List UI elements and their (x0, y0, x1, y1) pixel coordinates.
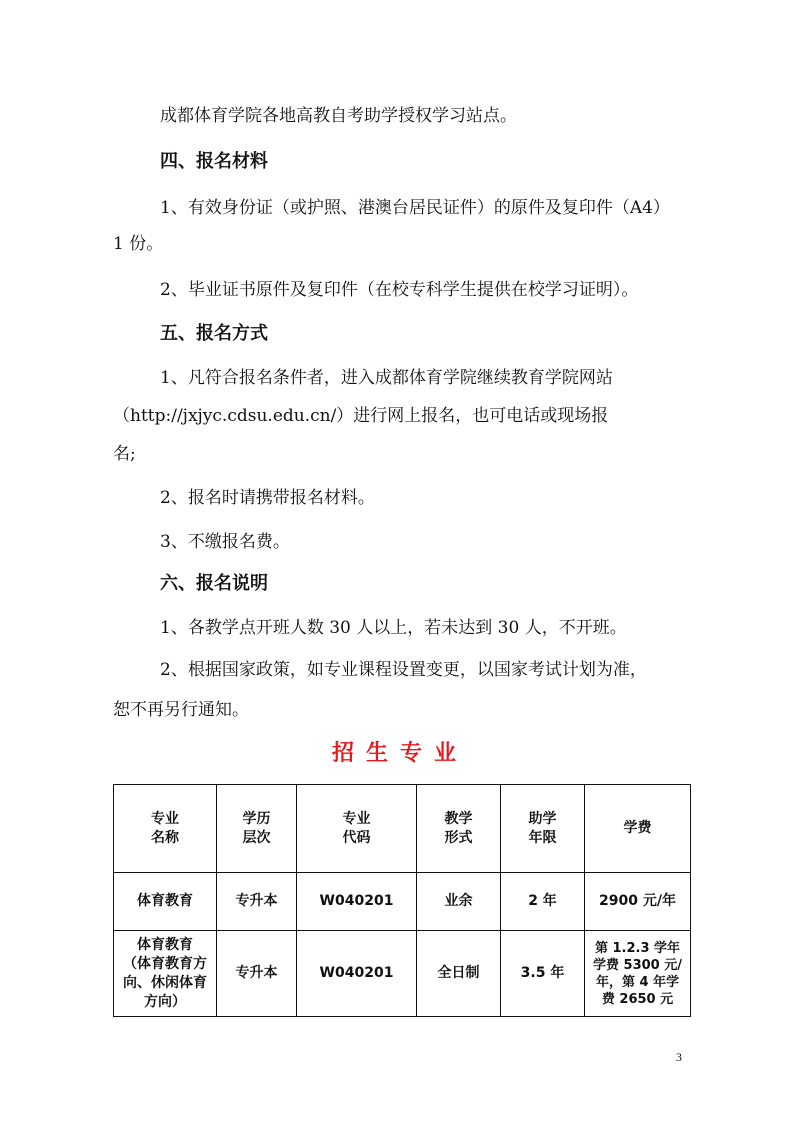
table-cell: 2900 元/年 (585, 873, 691, 931)
paragraph-line: 恕不再另行通知。 (113, 700, 249, 720)
majors-table (113, 784, 691, 1017)
header-cell: 学历 层次 (217, 785, 297, 873)
table-cell: W040201 (297, 873, 417, 931)
paragraph-line: 1、各教学点开班人数 30 人以上，若未达到 30 人，不开班。 (160, 618, 627, 638)
table-row (114, 873, 691, 931)
table-header-row (114, 785, 691, 873)
table-cell: 专升本 (217, 931, 297, 1017)
table-cell: 体育教育 (114, 873, 217, 931)
paragraph-line: 1、凡符合报名条件者，进入成都体育学院继续教育学院网站 (160, 368, 613, 388)
section-heading-materials: 四、报名材料 (160, 151, 268, 172)
paragraph-line: 名; (113, 444, 136, 464)
header-cell: 教学 形式 (417, 785, 501, 873)
section-heading-method: 五、报名方式 (160, 323, 268, 344)
table-cell: 全日制 (417, 931, 501, 1017)
page-number: 3 (676, 1050, 682, 1064)
header-cell: 助学 年限 (501, 785, 585, 873)
table-cell: 专升本 (217, 873, 297, 931)
table-row (114, 931, 691, 1017)
table-cell: W040201 (297, 931, 417, 1017)
table-cell: 体育教育 （体育教育方 向、休闲体育 方向） (114, 931, 217, 1017)
table-cell: 2 年 (501, 873, 585, 931)
paragraph-line: 2、根据国家政策，如专业课程设置变更，以国家考试计划为准， (160, 660, 647, 680)
table-cell: 3.5 年 (501, 931, 585, 1017)
header-cell: 学费 (585, 785, 691, 873)
paragraph-line: 2、毕业证书原件及复印件（在校专科学生提供在校学习证明）。 (160, 280, 639, 300)
table-cell: 第 1.2.3 学年 学费 5300 元/ 年，第 4 年学 费 2650 元 (585, 931, 691, 1017)
header-cell: 专业 代码 (297, 785, 417, 873)
table-cell: 业余 (417, 873, 501, 931)
paragraph-line: 2、报名时请携带报名材料。 (160, 488, 375, 508)
paragraph-line-url: （http://jxjyc.cdsu.edu.cn/）进行网上报名，也可电话或现场报 (113, 406, 609, 426)
paragraph-line: 成都体育学院各地高教自考助学授权学习站点。 (160, 106, 517, 126)
section-heading-notes: 六、报名说明 (160, 573, 268, 594)
table-title: 招生专业 (331, 741, 468, 766)
paragraph-line: 1 份。 (113, 234, 164, 254)
paragraph-line: 1、有效身份证（或护照、港澳台居民证件）的原件及复印件（A4） (160, 198, 670, 218)
header-cell: 专业 名称 (114, 785, 217, 873)
paragraph-line: 3、不缴报名费。 (160, 532, 290, 552)
